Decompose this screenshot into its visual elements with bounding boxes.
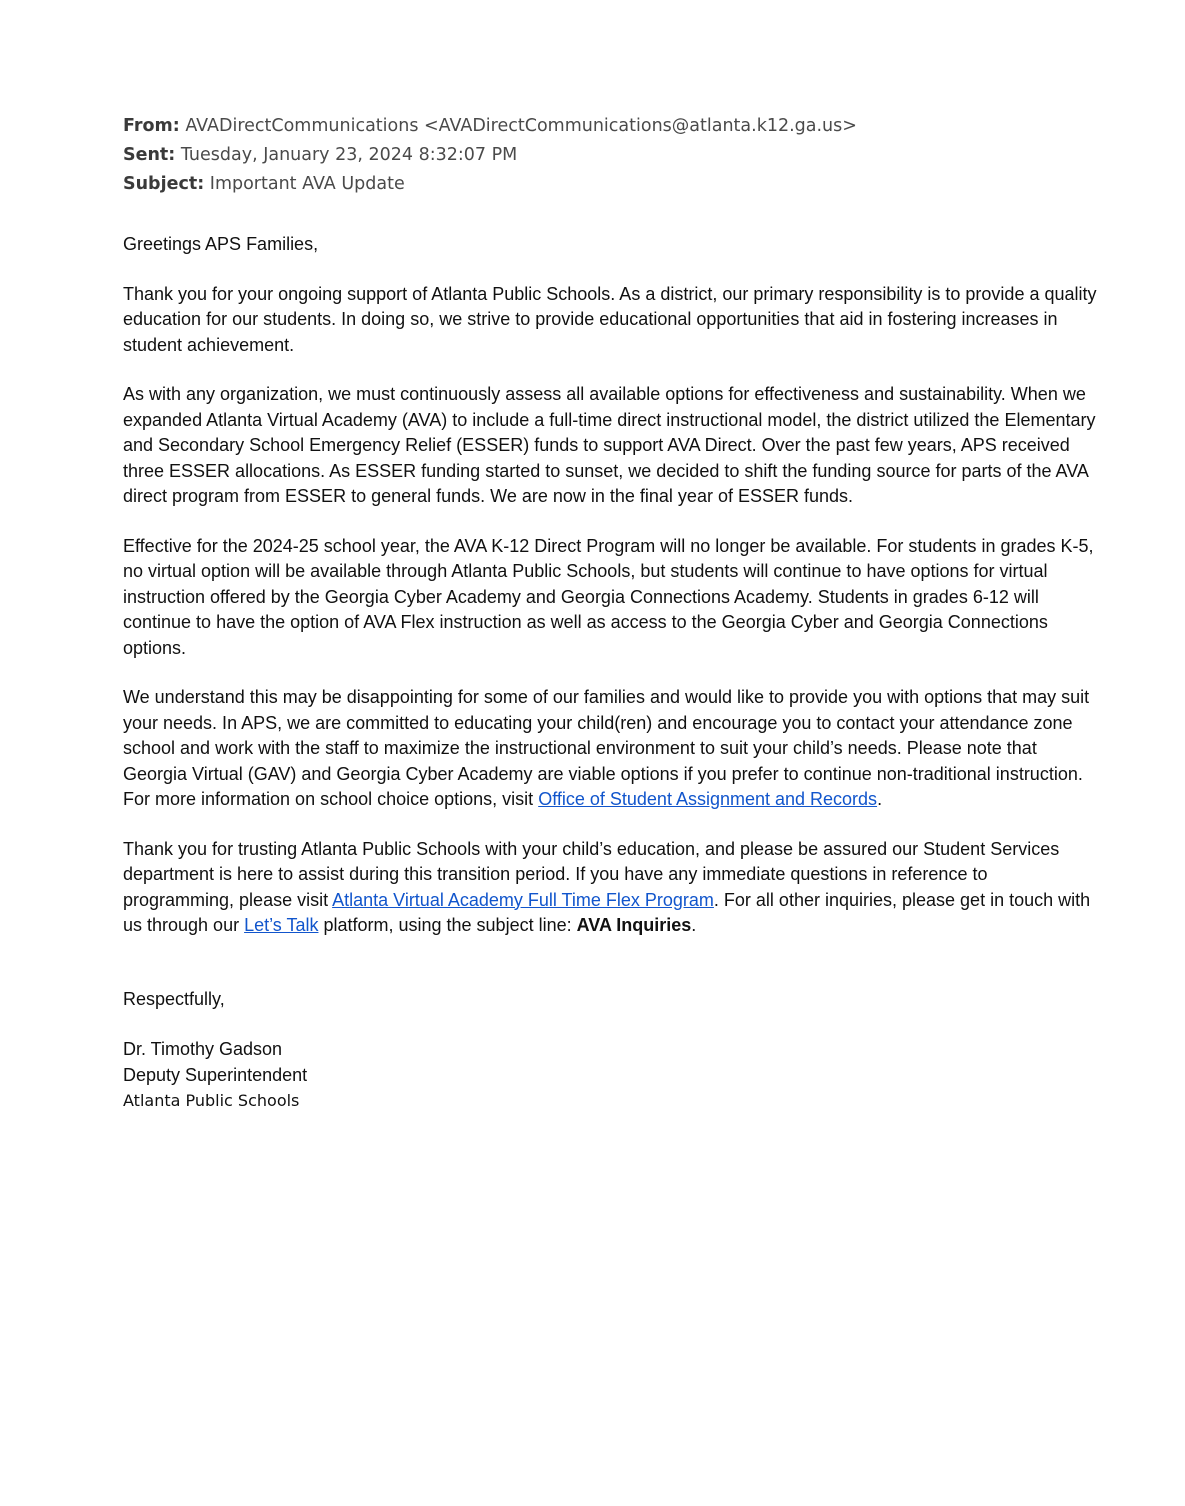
subject-line-keyword: AVA Inquiries xyxy=(576,915,692,935)
paragraph-4-text xyxy=(123,685,1098,813)
paragraph-2 xyxy=(123,382,1098,510)
lets-talk-link[interactable]: Let’s Talk xyxy=(244,915,319,935)
signature-title: Deputy Superintendent xyxy=(123,1065,308,1085)
signature-org: Atlanta Public Schools xyxy=(123,1091,300,1110)
flex-program-link[interactable]: Atlanta Virtual Academy Full Time Flex Program xyxy=(332,889,714,910)
student-assignment-link[interactable]: Office of Student Assignment and Records xyxy=(538,789,878,809)
subject-line xyxy=(123,170,1098,199)
paragraph-5 xyxy=(123,837,1098,939)
paragraph-5-tail: platform, using the subject line: xyxy=(318,915,577,935)
paragraph-4-end: . xyxy=(877,789,883,809)
from-line xyxy=(123,112,1098,141)
paragraph-5-end: . xyxy=(691,915,697,935)
paragraph-5-middle: . For all other inquiries, please get in touch with us through our xyxy=(123,889,1091,935)
paragraph-5-text xyxy=(123,837,1098,939)
subject-label: Subject: xyxy=(123,174,205,194)
signature-block xyxy=(123,1036,1098,1114)
sent-line xyxy=(123,141,1098,170)
sent-label: Sent: xyxy=(123,145,176,165)
paragraph-2-text: As with any organization, we must continuously assess all available options for effectiveness and sustainability. When we expanded Atlanta Virtual Academy (AVA) to include a full-time direct instructional model, the district utilized the Elementary and Secondary School Emergency Relief (ESSER) funds to support AVA Direct. Over the past few years, APS received three ESSER allocations. As ESSER funding started to sunset, we decided to shift the funding source for parts of the AVA direct program from ESSER to general funds. We are now in the final year of ESSER funds. xyxy=(123,384,1096,506)
from-label: From: xyxy=(123,116,180,136)
paragraph-5-body: Thank you for trusting Atlanta Public Schools with your child’s education, and please be assured our Student Services department is here to assist during this transition period. If you have any immediate questions in reference to programming, please visit xyxy=(123,838,1060,910)
paragraph-1 xyxy=(123,282,1098,359)
greeting: Greetings APS Families, xyxy=(123,234,319,254)
paragraph-4 xyxy=(123,685,1098,813)
paragraph-3 xyxy=(123,534,1098,662)
closing: Respectfully, xyxy=(123,988,225,1009)
from-value: AVADirectCommunications <AVADirectCommunications@atlanta.k12.ga.us> xyxy=(185,116,857,136)
paragraph-1-text: Thank you for your ongoing support of Atlanta Public Schools. As a district, our primary responsibility is to provide a quality education for our students. In doing so, we strive to provide educational opportunities that aid in fostering increases in student achievement. xyxy=(123,283,1097,355)
subject-value: Important AVA Update xyxy=(209,174,405,194)
email-header xyxy=(123,112,1098,199)
paragraph-4-body: We understand this may be disappointing for some of our families and would like to provide you with options that may suit your needs. In APS, we are committed to educating your child(ren) and encourage you to contact your attendance zone school and work with the staff to maximize the instructional environment to suit your child’s needs. Please note that Georgia Virtual (GAV) and Georgia Cyber Academy are viable options if you prefer to continue non-traditional instruction. For more information on school choice options, visit xyxy=(123,687,1090,809)
email-document xyxy=(123,112,1098,1114)
paragraph-3-text: Effective for the 2024-25 school year, the AVA K-12 Direct Program will no longer be available. For students in grades K-5, no virtual option will be available through Atlanta Public Schools, but students will continue to have options for virtual instruction offered by the Georgia Cyber Academy and Georgia Connections Academy. Students in grades 6-12 will continue to have the option of AVA Flex instruction as well as access to the Georgia Cyber and Georgia Connections options. xyxy=(123,535,1094,658)
sent-value: Tuesday, January 23, 2024 8:32:07 PM xyxy=(180,145,518,165)
signature-name: Dr. Timothy Gadson xyxy=(123,1039,283,1059)
